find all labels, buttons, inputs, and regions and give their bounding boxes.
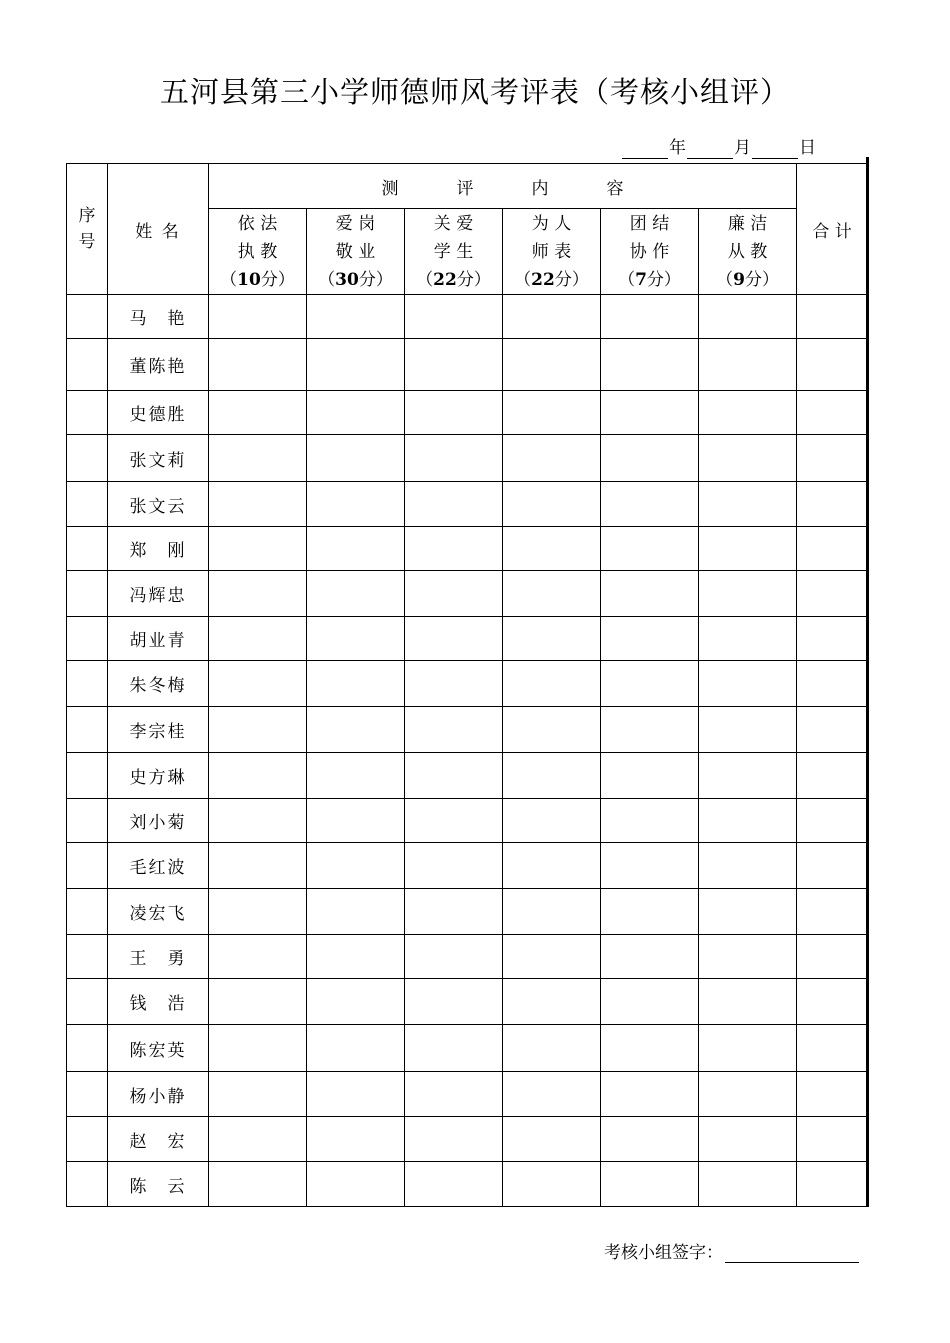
table-row [67, 1117, 868, 1162]
total-cell[interactable] [797, 482, 868, 527]
total-cell[interactable] [797, 295, 868, 339]
score-cell[interactable] [699, 339, 797, 391]
teacher-name-cell: 马 艳 [108, 295, 209, 339]
score-cell[interactable] [307, 979, 405, 1025]
score-cell[interactable] [209, 527, 307, 571]
score-cell[interactable] [601, 617, 699, 661]
teacher-name-cell: 冯辉忠 [108, 571, 209, 617]
table-row [67, 1162, 868, 1207]
score-cell[interactable] [307, 527, 405, 571]
score-cell[interactable] [307, 1162, 405, 1207]
criterion-line1: 爱 岗 [335, 213, 376, 234]
criterion-line2: 师 表 [531, 241, 572, 262]
score-cell[interactable] [503, 1025, 601, 1072]
table-row [67, 295, 868, 339]
score-cell[interactable] [699, 391, 797, 435]
score-cell[interactable] [307, 391, 405, 435]
criterion-line1: 关 爱 [433, 213, 474, 234]
score-cell[interactable] [209, 1117, 307, 1162]
table-row [67, 617, 868, 661]
score-cell[interactable] [699, 799, 797, 843]
table-row [67, 571, 868, 617]
score-cell[interactable] [503, 935, 601, 979]
score-cell[interactable] [209, 435, 307, 482]
index-cell[interactable] [67, 571, 108, 617]
score-cell[interactable] [405, 1117, 503, 1162]
total-cell[interactable] [797, 661, 868, 707]
teacher-name-cell: 张文莉 [108, 435, 209, 482]
total-cell[interactable] [797, 889, 868, 935]
criterion-score-value: 7 [635, 269, 647, 290]
table-row [67, 889, 868, 935]
score-cell[interactable] [307, 799, 405, 843]
criterion-score: （7分） [618, 269, 681, 290]
teacher-name-cell: 史方琳 [108, 753, 209, 799]
criterion-line1: 为 人 [531, 213, 572, 234]
index-cell[interactable] [67, 979, 108, 1025]
teacher-name-cell: 朱冬梅 [108, 661, 209, 707]
score-cell[interactable] [601, 661, 699, 707]
score-cell[interactable] [209, 391, 307, 435]
table-row [67, 753, 868, 799]
score-cell[interactable] [699, 1025, 797, 1072]
total-cell[interactable] [797, 1117, 868, 1162]
index-cell[interactable] [67, 753, 108, 799]
teacher-name-cell: 杨小静 [108, 1072, 209, 1117]
score-cell[interactable] [405, 391, 503, 435]
table-row [67, 843, 868, 889]
teacher-name-cell: 毛红波 [108, 843, 209, 889]
index-header-text: 序 号 [78, 206, 96, 252]
table-row [67, 482, 868, 527]
score-cell[interactable] [503, 1072, 601, 1117]
criterion-line2: 从 教 [727, 241, 768, 262]
index-cell[interactable] [67, 391, 108, 435]
criterion-score-value: 9 [733, 269, 745, 290]
score-cell[interactable] [405, 295, 503, 339]
criterion-score: （22分） [514, 269, 589, 290]
index-cell[interactable] [67, 661, 108, 707]
score-cell[interactable] [503, 753, 601, 799]
score-cell[interactable] [405, 799, 503, 843]
total-cell[interactable] [797, 1162, 868, 1207]
score-cell[interactable] [601, 527, 699, 571]
score-cell[interactable] [209, 753, 307, 799]
score-cell[interactable] [307, 707, 405, 753]
page-title: 五河县第三小学师德师风考评表（考核小组评） [159, 75, 790, 109]
score-cell[interactable] [699, 1072, 797, 1117]
index-cell[interactable] [67, 707, 108, 753]
score-cell[interactable] [405, 435, 503, 482]
score-cell[interactable] [699, 571, 797, 617]
total-cell[interactable] [797, 617, 868, 661]
criterion-score-value: 22 [531, 269, 555, 290]
month-label: 月 [734, 138, 751, 158]
score-cell[interactable] [405, 843, 503, 889]
score-cell[interactable] [209, 295, 307, 339]
criterion-score-unit: 分 [456, 269, 474, 290]
teacher-name-cell: 陈宏英 [108, 1025, 209, 1072]
criterion-header [503, 209, 601, 295]
criterion-header [405, 209, 503, 295]
table-row [67, 979, 868, 1025]
score-cell[interactable] [503, 799, 601, 843]
score-cell[interactable] [601, 843, 699, 889]
day-blank[interactable] [752, 140, 798, 159]
score-cell[interactable] [307, 661, 405, 707]
total-cell[interactable] [797, 753, 868, 799]
criterion-score: （9分） [716, 269, 779, 290]
criterion-header [307, 209, 405, 295]
score-cell[interactable] [503, 435, 601, 482]
score-cell[interactable] [307, 339, 405, 391]
index-cell[interactable] [67, 482, 108, 527]
score-cell[interactable] [405, 889, 503, 935]
score-cell[interactable] [601, 799, 699, 843]
total-cell[interactable] [797, 799, 868, 843]
score-cell[interactable] [209, 1072, 307, 1117]
criterion-score-unit: 分 [260, 269, 278, 290]
score-cell[interactable] [209, 571, 307, 617]
criterion-line1: 依 法 [237, 213, 278, 234]
teacher-name-cell: 刘小菊 [108, 799, 209, 843]
score-cell[interactable] [405, 527, 503, 571]
score-cell[interactable] [601, 1162, 699, 1207]
table-row [67, 435, 868, 482]
score-cell[interactable] [405, 482, 503, 527]
total-cell[interactable] [797, 527, 868, 571]
criterion-score-value: 22 [433, 269, 457, 290]
score-cell[interactable] [209, 661, 307, 707]
table-row [67, 661, 868, 707]
score-cell[interactable] [503, 979, 601, 1025]
teacher-name-cell: 赵 宏 [108, 1117, 209, 1162]
total-header: 合 计 [797, 164, 868, 295]
score-cell[interactable] [307, 482, 405, 527]
table-row [67, 1072, 868, 1117]
score-cell[interactable] [307, 889, 405, 935]
index-cell[interactable] [67, 617, 108, 661]
score-cell[interactable] [601, 339, 699, 391]
teacher-name-cell: 凌宏飞 [108, 889, 209, 935]
score-cell[interactable] [209, 339, 307, 391]
score-cell[interactable] [209, 843, 307, 889]
score-cell[interactable] [699, 527, 797, 571]
signature-line[interactable] [725, 1242, 859, 1263]
score-cell[interactable] [405, 1072, 503, 1117]
criterion-header [601, 209, 699, 295]
score-cell[interactable] [601, 482, 699, 527]
index-cell[interactable] [67, 339, 108, 391]
teacher-name-cell: 胡业青 [108, 617, 209, 661]
index-cell[interactable] [67, 435, 108, 482]
total-cell[interactable] [797, 391, 868, 435]
total-cell[interactable] [797, 979, 868, 1025]
total-cell[interactable] [797, 1072, 868, 1117]
score-cell[interactable] [405, 571, 503, 617]
score-cell[interactable] [503, 571, 601, 617]
criterion-score: （30分） [318, 269, 393, 290]
index-cell[interactable] [67, 1025, 108, 1072]
total-cell[interactable] [797, 707, 868, 753]
score-cell[interactable] [699, 617, 797, 661]
index-cell[interactable] [67, 799, 108, 843]
score-cell[interactable] [405, 1162, 503, 1207]
score-cell[interactable] [405, 707, 503, 753]
name-header: 姓 名 [108, 164, 209, 295]
score-cell[interactable] [405, 661, 503, 707]
score-cell[interactable] [601, 391, 699, 435]
index-cell[interactable] [67, 1162, 108, 1207]
criterion-score-unit: 分 [646, 269, 664, 290]
teacher-name-cell: 王 勇 [108, 935, 209, 979]
teacher-name-cell: 史德胜 [108, 391, 209, 435]
score-cell[interactable] [503, 843, 601, 889]
score-cell[interactable] [503, 889, 601, 935]
score-cell[interactable] [307, 295, 405, 339]
score-cell[interactable] [405, 935, 503, 979]
criterion-header [699, 209, 797, 295]
score-cell[interactable] [307, 1025, 405, 1072]
index-cell[interactable] [67, 935, 108, 979]
score-cell[interactable] [601, 753, 699, 799]
score-cell[interactable] [209, 979, 307, 1025]
score-cell[interactable] [601, 435, 699, 482]
score-cell[interactable] [307, 935, 405, 979]
month-blank[interactable] [687, 140, 733, 159]
criterion-line2: 敬 业 [335, 241, 376, 262]
score-cell[interactable] [699, 935, 797, 979]
score-cell[interactable] [307, 1117, 405, 1162]
total-cell[interactable] [797, 339, 868, 391]
table-row [67, 1025, 868, 1072]
signature-area [604, 1238, 859, 1263]
score-cell[interactable] [699, 753, 797, 799]
score-cell[interactable] [601, 1072, 699, 1117]
criterion-score: （22分） [416, 269, 491, 290]
criterion-score-unit: 分 [358, 269, 376, 290]
table-row [67, 707, 868, 753]
teacher-name-cell: 董陈艳 [108, 339, 209, 391]
criterion-score-value: 30 [335, 269, 359, 290]
total-cell[interactable] [797, 843, 868, 889]
total-cell[interactable] [797, 935, 868, 979]
index-cell[interactable] [67, 1072, 108, 1117]
score-cell[interactable] [699, 1162, 797, 1207]
score-cell[interactable] [699, 889, 797, 935]
score-cell[interactable] [503, 339, 601, 391]
score-cell[interactable] [601, 707, 699, 753]
total-cell[interactable] [797, 435, 868, 482]
criterion-score-value: 10 [237, 269, 261, 290]
score-cell[interactable] [209, 889, 307, 935]
table-row [67, 799, 868, 843]
index-header [67, 164, 108, 295]
criterion-score-unit: 分 [744, 269, 762, 290]
score-cell[interactable] [209, 707, 307, 753]
score-cell[interactable] [209, 935, 307, 979]
score-cell[interactable] [503, 482, 601, 527]
score-cell[interactable] [699, 482, 797, 527]
table-row [67, 391, 868, 435]
score-cell[interactable] [601, 979, 699, 1025]
score-cell[interactable] [503, 661, 601, 707]
score-cell[interactable] [405, 753, 503, 799]
criterion-line2: 学 生 [433, 241, 474, 262]
score-cell[interactable] [307, 571, 405, 617]
teacher-name-cell: 钱 浩 [108, 979, 209, 1025]
index-cell[interactable] [67, 527, 108, 571]
score-cell[interactable] [209, 1162, 307, 1207]
index-cell[interactable] [67, 843, 108, 889]
score-cell[interactable] [307, 843, 405, 889]
score-cell[interactable] [307, 1072, 405, 1117]
score-cell[interactable] [601, 889, 699, 935]
table-right-border [866, 157, 869, 1207]
year-label: 年 [669, 138, 686, 158]
criterion-header [209, 209, 307, 295]
day-label: 日 [799, 138, 816, 158]
score-cell[interactable] [699, 1117, 797, 1162]
teacher-name-cell: 李宗桂 [108, 707, 209, 753]
score-cell[interactable] [699, 661, 797, 707]
score-cell[interactable] [601, 1025, 699, 1072]
index-cell[interactable] [67, 295, 108, 339]
score-cell[interactable] [503, 617, 601, 661]
signature-label: 考核小组签字： [604, 1243, 723, 1263]
score-cell[interactable] [503, 1117, 601, 1162]
score-cell[interactable] [307, 435, 405, 482]
score-cell[interactable] [503, 1162, 601, 1207]
teacher-name-cell: 张文云 [108, 482, 209, 527]
table-row [67, 339, 868, 391]
year-blank[interactable] [622, 140, 668, 159]
score-cell[interactable] [209, 482, 307, 527]
index-cell[interactable] [67, 889, 108, 935]
score-cell[interactable] [503, 527, 601, 571]
criterion-line2: 执 教 [237, 241, 278, 262]
score-cell[interactable] [307, 617, 405, 661]
criterion-line2: 协 作 [629, 241, 670, 262]
index-cell[interactable] [67, 1117, 108, 1162]
score-cell[interactable] [405, 339, 503, 391]
score-cell[interactable] [503, 391, 601, 435]
score-cell[interactable] [503, 707, 601, 753]
score-cell[interactable] [699, 707, 797, 753]
score-cell[interactable] [601, 571, 699, 617]
score-cell[interactable] [699, 435, 797, 482]
table-row [67, 527, 868, 571]
score-cell[interactable] [405, 617, 503, 661]
score-cell[interactable] [209, 1025, 307, 1072]
score-cell[interactable] [699, 979, 797, 1025]
score-cell[interactable] [601, 935, 699, 979]
total-cell[interactable] [797, 571, 868, 617]
category-header: 测评内容 [209, 164, 797, 209]
score-cell[interactable] [405, 1025, 503, 1072]
criterion-line1: 廉 洁 [727, 213, 768, 234]
score-cell[interactable] [601, 1117, 699, 1162]
criterion-score: （10分） [220, 269, 295, 290]
teacher-name-cell: 郑 刚 [108, 527, 209, 571]
score-cell[interactable] [601, 295, 699, 339]
score-cell[interactable] [209, 799, 307, 843]
criterion-score-unit: 分 [554, 269, 572, 290]
criterion-line1: 团 结 [629, 213, 670, 234]
score-cell[interactable] [307, 753, 405, 799]
table-row [67, 935, 868, 979]
score-cell[interactable] [503, 295, 601, 339]
score-cell[interactable] [699, 295, 797, 339]
score-cell[interactable] [209, 617, 307, 661]
score-cell[interactable] [405, 979, 503, 1025]
date-line [622, 137, 817, 159]
evaluation-table [66, 163, 868, 1207]
total-cell[interactable] [797, 1025, 868, 1072]
teacher-name-cell: 陈 云 [108, 1162, 209, 1207]
score-cell[interactable] [699, 843, 797, 889]
